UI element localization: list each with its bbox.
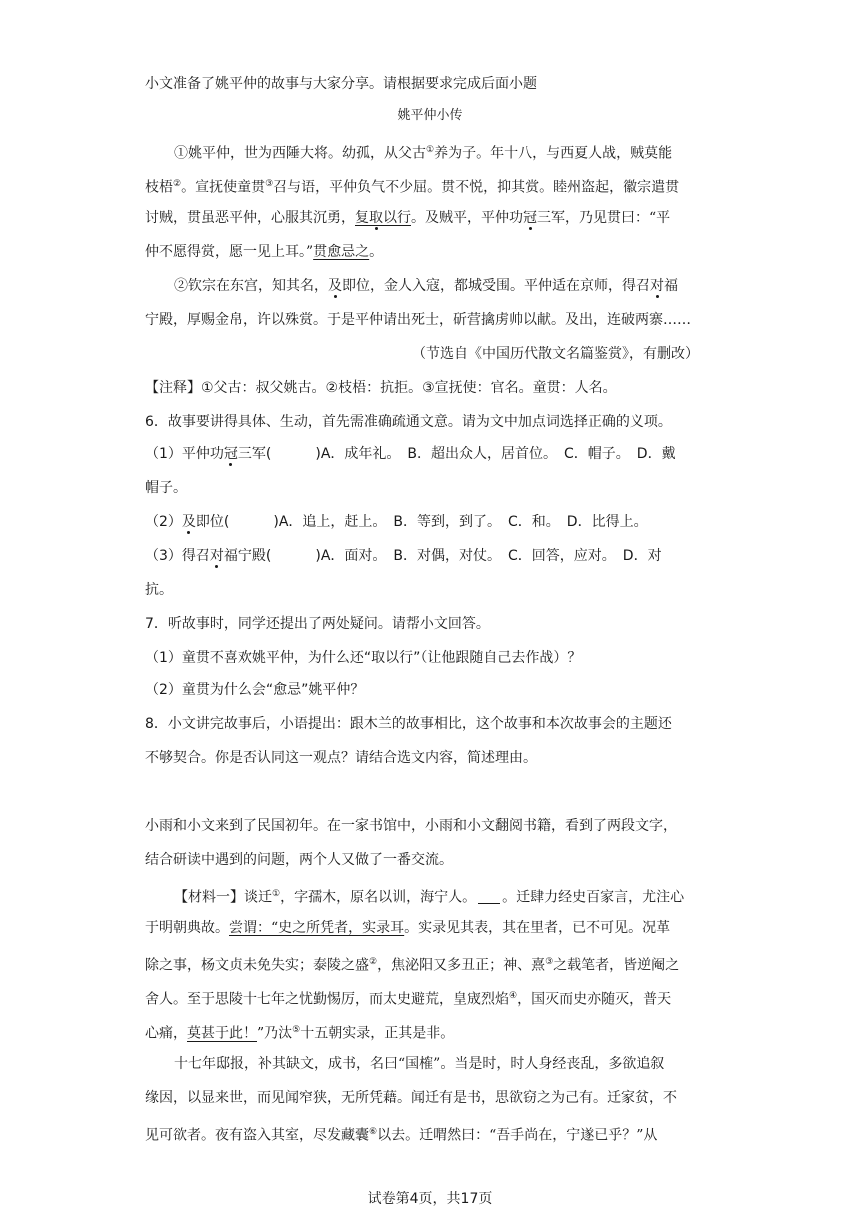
q6-item1: （1）平仲功冠三军( )A．成年礼。 B．超出众人，居首位。 C．帽子。 D．戴 [145,446,676,462]
section2-line1: 小雨和小文来到了民国初年。在一家书馆中，小雨和小文翻阅书籍，看到了两段文字， [145,818,677,834]
p1-line4: 仲不愿得赏，愿一见上耳。”贯愈忌之。 [145,244,384,260]
q8-line2: 不够契合。你是否认同这一观点？请结合选文内容，简述理由。 [145,750,537,766]
p1-line2: 枝梧②。宣抚使童贯③召与语，平仲负气不少屈。贯不悦，抑其赏。睦州盗起，徽宗遣贯 [145,179,680,196]
m1-line4: 舍人。至于思陵十七年之忧勤惕厉，而太史避荒，皇宬烈焰④，国灭而史亦随灭，普天 [145,991,672,1008]
p1-line3: 讨贼，贯虽恶平仲，心服其沉勇，复取以行。及贼平，平仲功冠三军，乃见贯曰：“平 [145,210,671,226]
q8-line1: 8．小文讲完故事后，小语提出：跟木兰的故事相比，这个故事和本次故事会的主题还 [145,716,672,732]
q6-stem: 6．故事要讲得具体、生动，首先需准确疏通文意。请为文中加点词选择正确的义项。 [145,414,672,430]
p1-line1: ①姚平仲，世为西陲大将。幼孤，从父古①养为子。年十八，与西夏人战，贼莫能 [174,145,673,162]
q6-item1-cont: 帽子。 [145,480,187,496]
source-citation: （节选自《中国历代散文名篇鉴赏》，有删改） [412,346,699,362]
notes: 【注释】①父古：叔父姚古。②枝梧：抗拒。③宣抚使：官名。童贯：人名。 [145,380,617,396]
p2-line1: ②钦宗在东宫，知其名，及即位，金人入寇，都城受围。平仲适在京师，得召对福 [174,278,678,294]
q6-item2: （2）及即位( )A．追上，赶上。 B．等到，到了。 C．和。 D．比得上。 [145,514,648,530]
p2-line2: 宁殿，厚赐金帛，许以殊赏。于是平仲请出死士，斫营擒虏帅以献。及出，连破两寨…… [145,312,691,328]
q7-stem: 7．听故事时，同学还提出了两处疑问。请帮小文回答。 [145,616,490,632]
m1-line2: 于明朝典故。尝谓：“史之所凭者，实录耳。实录见其表，其在里者，已不可见。况革 [145,920,671,936]
page-footer: 试卷第4页，共17页 [367,1191,493,1207]
m2-line1: 十七年邸报，补其缺文，成书，名曰“国榷”。当是时，时人身经丧乱，多欲追叙 [174,1056,665,1072]
intro-text: 小文准备了姚平仲的故事与大家分享。请根据要求完成后面小题 [145,76,537,92]
section2-line2: 结合研读中遇到的问题，两个人又做了一番交流。 [145,852,453,868]
passage-title: 姚平仲小传 [397,108,463,123]
m2-line3: 见可欲者。夜有盗入其室，尽发藏囊⑥以去。迁喟然曰：“吾手尚在，宁遂已乎？”从 [145,1127,658,1144]
q7-item2: （2）童贯为什么会“愈忌”姚平仲？ [145,682,365,698]
m2-line2: 缘因，以显来世，而见闻窄狭，无所凭藉。闻迁有是书，思欲窃之为己有。迁家贫，不 [145,1090,677,1106]
q6-item3: （3）得召对福宁殿( )A．面对。 B．对偶，对仗。 C．回答，应对。 D．对 [145,548,662,564]
q7-item1: （1）童贯不喜欢姚平仲，为什么还“取以行”（让他跟随自己去作战）？ [145,650,582,666]
fill-blank [478,889,500,904]
q6-item3-cont: 抗。 [145,582,173,598]
m1-line3: 除之事，杨文贞未免失实；泰陵之盛②，焦泌阳又多丑正；神、熹③之载笔者，皆逆阉之 [145,957,680,974]
m1-line1: 【材料一】谈迁①，字孺木，原名以训，海宁人。 。迁肆力经史百家言，尤注心 [174,889,685,906]
m1-line5: 心痛，莫甚于此！”乃汰⑤十五朝实录，正其是非。 [145,1025,455,1042]
